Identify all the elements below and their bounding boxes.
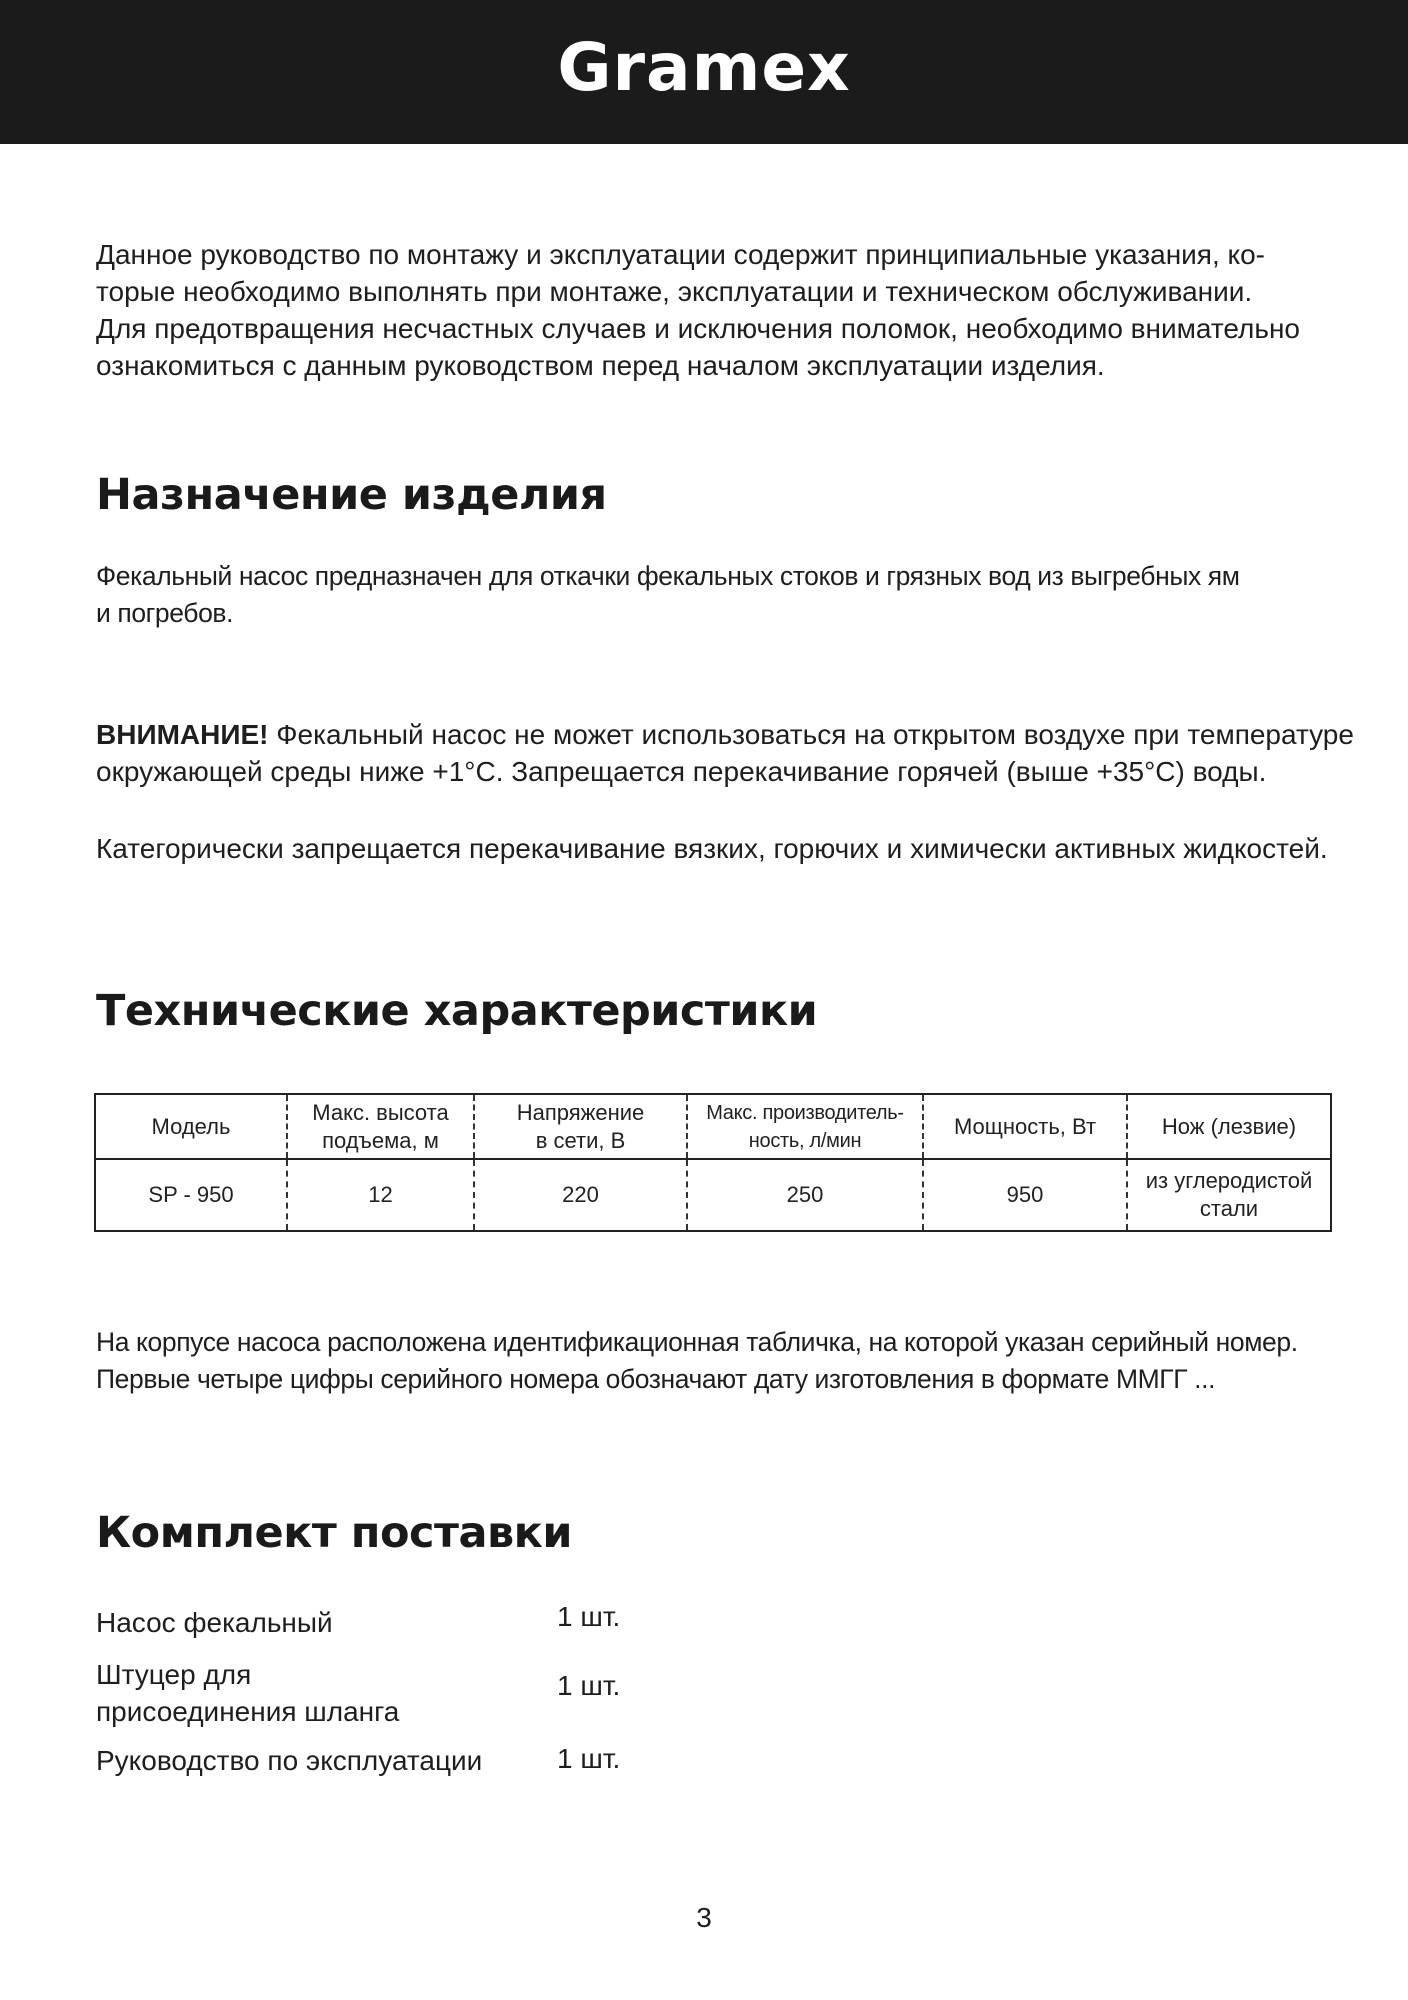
blade-value: стали — [1199, 1196, 1259, 1221]
section-title-kit: Комплект поставки — [96, 1508, 572, 1558]
flow-value: 250 — [786, 1182, 824, 1207]
list-item — [96, 1742, 482, 1779]
header-cell-flow — [688, 1095, 924, 1158]
warning-label: ВНИМАНИЕ! — [96, 719, 269, 750]
header-bar — [0, 0, 1408, 144]
warning-line-1 — [96, 716, 1356, 753]
intro-paragraph — [96, 236, 1356, 384]
cell-model — [96, 1160, 288, 1230]
purpose-line: и погребов. — [96, 598, 234, 628]
header-cell-blade — [1128, 1095, 1330, 1158]
header-flow-label: Макс. производитель- — [706, 1101, 904, 1124]
intro-line: Для предотвращения несчастных случаев и исключения поломок, необходимо внимательно — [96, 313, 1300, 344]
prohibition-line: Категорически запрещается перекачивание вязких, горючих и химически активных жидкостей. — [96, 833, 1328, 864]
model-value: SP - 950 — [148, 1182, 234, 1207]
intro-line: Данное руководство по монтажу и эксплуатации содержит принципиальные указания, ко- — [96, 239, 1265, 270]
header-cell-model — [96, 1095, 288, 1158]
header-height-label: подъема, м — [322, 1127, 439, 1153]
kit-item-qty: 1 шт. — [557, 1601, 621, 1632]
cell-flow — [688, 1160, 924, 1230]
warning-line-2: окружающей среды ниже +1°С. Запрещается перекачивание горячей (выше +35°С) воды. — [96, 756, 1267, 787]
cell-blade — [1128, 1160, 1330, 1230]
height-value: 12 — [368, 1182, 393, 1207]
serial-line: Первые четыре цифры серийного номера обозначают дату изготовления в формате ММГГ ... — [96, 1364, 1216, 1394]
section-title-specs: Технические характеристики — [96, 986, 818, 1036]
warning-text: Фекальный насос не может использоваться на открытом воздухе при температуре — [268, 719, 1354, 750]
header-flow-label: ность, л/мин — [748, 1129, 862, 1152]
header-blade-label: Нож (лезвие) — [1161, 1113, 1297, 1139]
kit-item-name: присоединения шланга — [96, 1696, 400, 1727]
intro-line: ознакомиться с данным руководством перед началом эксплуатации изделия. — [96, 350, 1105, 381]
warning-paragraph — [96, 716, 1356, 790]
table-header-row — [96, 1095, 1330, 1158]
list-item — [96, 1656, 399, 1730]
kit-list — [96, 1601, 796, 1784]
blade-value: из углеродистой — [1145, 1168, 1313, 1193]
prohibition-paragraph — [96, 830, 1356, 867]
header-cell-voltage — [475, 1095, 688, 1158]
page-number: 3 — [696, 1902, 712, 1933]
header-voltage-label: в сети, В — [535, 1127, 626, 1153]
intro-line: торые необходимо выполнять при монтаже, эксплуатации и техническом обслуживании. — [96, 276, 1253, 307]
brand-logo: Gramex — [557, 29, 851, 106]
cell-voltage — [475, 1160, 688, 1230]
specs-table — [94, 1093, 1332, 1232]
table-row — [96, 1158, 1330, 1230]
header-model-label: Модель — [151, 1113, 231, 1139]
cell-power — [924, 1160, 1128, 1230]
purpose-paragraph — [96, 558, 1356, 632]
kit-item-qty: 1 шт. — [557, 1670, 621, 1701]
header-power-label: Мощность, Вт — [953, 1113, 1097, 1139]
header-cell-power — [924, 1095, 1128, 1158]
kit-item-qty: 1 шт. — [557, 1743, 621, 1774]
serial-paragraph — [96, 1324, 1356, 1398]
list-item — [96, 1604, 333, 1641]
serial-line: На корпусе насоса расположена идентификационная табличка, на которой указан серийный номер. — [96, 1327, 1298, 1357]
cell-height — [288, 1160, 475, 1230]
power-value: 950 — [1006, 1182, 1044, 1207]
voltage-value: 220 — [562, 1182, 599, 1207]
header-voltage-label: Напряжение — [516, 1099, 645, 1125]
kit-item-name: Насос фекальный — [96, 1607, 333, 1638]
kit-item-name: Штуцер для — [96, 1659, 252, 1690]
header-height-label: Макс. высота — [312, 1099, 449, 1125]
section-title-purpose: Назначение изделия — [96, 470, 607, 520]
kit-item-name: Руководство по эксплуатации — [96, 1745, 483, 1776]
purpose-line: Фекальный насос предназначен для откачки фекальных стоков и грязных вод из выгребных ям — [96, 561, 1240, 591]
header-cell-height — [288, 1095, 475, 1158]
